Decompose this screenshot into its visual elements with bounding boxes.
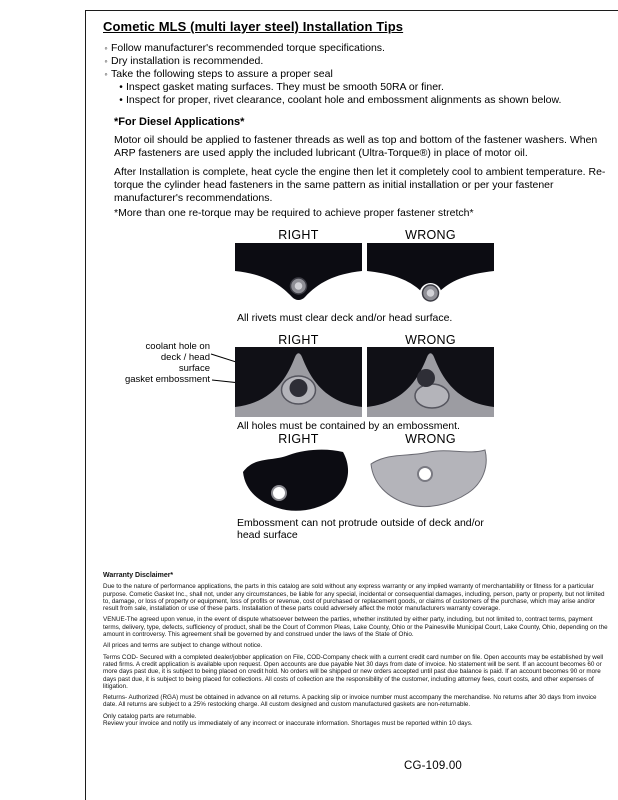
coolant-hole-callout [130,341,210,374]
open-bullet-icon: ◦ [104,43,108,53]
rivet-touching-illustration [367,243,494,309]
open-bullet-icon: ◦ [104,69,108,79]
tip-text: Inspect for proper, rivet clearance, coolant hole and embossment alignments as shown below. [126,94,562,106]
tip-text: Follow manufacturer's recommended torque specifications. [111,42,385,54]
list-item [101,42,601,55]
list-item [116,81,601,94]
diesel-applications-heading: *For Diesel Applications* [114,116,245,128]
disclaimer-paragraph: VENUE-The agreed upon venue, in the event of dispute whatsoever between the parties, whether instituted by either party, including, but not limited to, contract terms, payment terms, delivery, type, defects, sufficiency of product, shall be the Court of Common Pleas, Lake County, Ohio or the Painesville Municipal Court, Lake County, Ohio, depending on the amount in controversy. This agreement shall be governed by and construed under the laws of the State of Ohio. [103,616,608,639]
callout-line: deck / head surface [160,352,210,374]
row2-right-label: RIGHT [278,333,319,347]
disclaimer-paragraph: All prices and terms are subject to change without notice. [103,642,263,650]
list-item [116,94,601,107]
hole-not-contained-illustration [367,347,494,417]
row1-wrong-label: WRONG [405,228,456,242]
protrusion-wrong-diagram [367,446,494,516]
disclaimer-heading: Warranty Disclaimer* [103,572,174,579]
row3-wrong-label: WRONG [405,432,456,446]
filled-bullet-icon: • [119,82,123,93]
disclaimer-paragraph: Terms COD- Secured with a completed dealer/jobber application on File, COD-Company check with a current credit card number on file. Open accounts may be established by well rated firms. A credit application is available upon request. Open accounts are due payable Net 30 days from date of invoice. No statement will be sent. If an account becomes 60 or more days past due, it is subject to being placed on credit hold. No orders will be shipped or new orders accepted until past due balance is paid. If an account becomes 90 or more days past due, it is subject to being placed for collections. All costs of collection are the responsibility of the customer, including attorney fees, court costs, and other expenses of litigation. [103,653,604,690]
list-item [101,55,601,68]
page-frame-left-border [85,10,86,800]
page-code: CG-109.00 [403,760,463,772]
disclaimer-paragraph: Review your invoice and notify us immediately of any incorrect or inaccurate information. Shortages must be reported within 10 days. [103,720,473,728]
row2-caption: All holes must be contained by an embossment. [237,420,460,432]
tip-text: Inspect gasket mating surfaces. They must be smooth 50RA or finer. [126,81,444,93]
open-bullet-icon: ◦ [104,56,108,66]
disclaimer-paragraph: Returns- Authorized (RGA) must be obtained in advance on all returns. A packing slip or invoice number must accompany the merchandise. No returns after 30 days from invoice date. All returns are subject to a 25% restocking charge. All custom designed and custom manufactured gaskets are non-returnable. [103,694,597,709]
rivet-clear-illustration [235,243,362,309]
diesel-paragraph-oil: Motor oil should be applied to fastener threads as well as top and bottom of the fastener washers. When ARP fasteners are used apply the included lubricant (Ultra-Torque®) in place of motor oil. [114,134,598,159]
row1-right-label: RIGHT [278,228,319,242]
retorque-note: *More than one re-torque may be required to achieve proper fastener stretch* [114,207,474,219]
embossment-right-diagram [235,347,362,417]
warranty-disclaimer [103,572,609,731]
embossment-wrong-diagram [367,347,494,417]
tip-text: Dry installation is recommended. [111,55,264,67]
tip-text: Take the following steps to assure a proper seal [111,68,333,80]
diesel-paragraph-retorque: After Installation is complete, heat cycle the engine then let it completely cool to ambient temperature. Re-torque the cylinder head fasteners in the same pattern as initial installation or per your fastener manufacturer's recommendations. [114,166,606,204]
embossment-inside-illustration [235,446,362,516]
embossment-outside-illustration [367,446,494,516]
page-title: Cometic MLS (multi layer steel) Installation Tips [103,19,404,34]
callout-line: coolant hole on [145,341,210,352]
disclaimer-paragraph: Only catalog parts are returnable. [103,712,197,720]
row1-caption: All rivets must clear deck and/or head surface. [237,312,453,324]
hole-contained-illustration [235,347,362,417]
row2-wrong-label: WRONG [405,333,456,347]
rivet-wrong-diagram [367,243,494,309]
list-item [101,68,601,81]
protrusion-right-diagram [235,446,362,516]
gasket-embossment-callout: gasket embossment [124,374,210,385]
disclaimer-paragraph: Due to the nature of performance applications, the parts in this catalog are sold without any express warranty or any implied warranty of merchantability or fitness for a particular purpose. Cometic Gasket Inc., shall not, under any circumstances, be liable for any special, incidental or consequential damages, including, person, party or property, but not limited to, damage, or loss of property or equipment, loss of profits or revenue, cost of purchased or replacement goods, or claims of customers of the purchase, which may arise and/or result from sale, installation or use of these parts. Installation of these parts could adversely affect the motor manufacturers warranty coverage. [103,583,605,613]
rivet-right-diagram [235,243,362,309]
page-frame-top-border [85,10,618,11]
filled-bullet-icon: • [119,95,123,106]
installation-tips-list [101,42,601,107]
row3-right-label: RIGHT [278,432,319,446]
row3-caption: Embossment can not protrude outside of deck and/or head surface [237,517,484,541]
